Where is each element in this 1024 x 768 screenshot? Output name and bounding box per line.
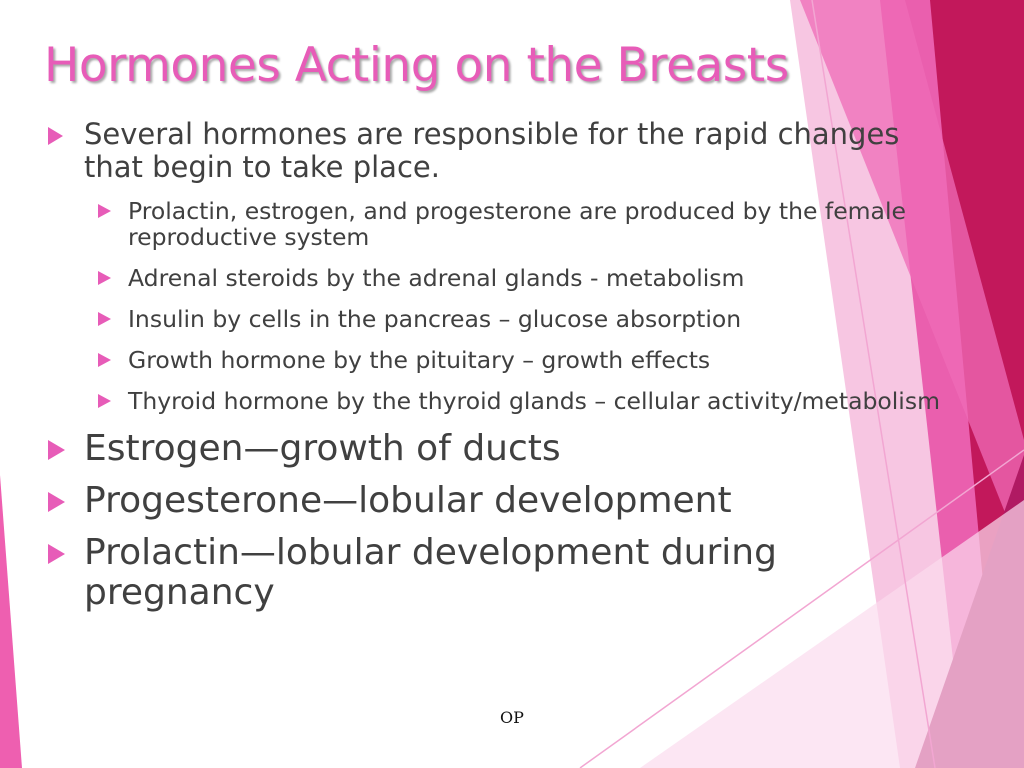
sub-bullet-text: Insulin by cells in the pancreas – glucose absorption — [128, 305, 742, 333]
bullet-item — [44, 481, 944, 521]
bullet-item — [44, 118, 944, 414]
triangle-right-icon — [98, 204, 111, 218]
triangle-right-icon — [48, 544, 65, 564]
bullet-text: Estrogen—growth of ducts — [84, 428, 561, 469]
triangle-right-icon — [98, 271, 111, 285]
triangle-right-icon — [48, 492, 65, 512]
sub-bullet-item — [84, 388, 944, 414]
sub-bullet-item — [84, 198, 944, 250]
triangle-right-icon — [98, 394, 111, 408]
sub-bullet-text: Adrenal steroids by the adrenal glands - metabolism — [128, 264, 745, 292]
bullet-list — [44, 118, 944, 625]
sub-bullet-item — [84, 306, 944, 332]
bullet-item — [44, 429, 944, 469]
bullet-item — [44, 533, 944, 613]
triangle-right-icon — [48, 127, 63, 145]
bullet-text: Prolactin—lobular development during pregnancy — [84, 532, 777, 613]
slide-footer: OP — [500, 708, 524, 727]
sub-bullet-text: Growth hormone by the pituitary – growth effects — [128, 346, 711, 374]
bullet-text: Progesterone—lobular development — [84, 480, 732, 521]
slide-title: Hormones Acting on the Breasts — [44, 38, 789, 93]
sub-bullet-item — [84, 347, 944, 373]
bullet-text: Several hormones are responsible for the rapid changes that begin to take place. — [84, 117, 900, 184]
triangle-right-icon — [98, 312, 111, 326]
sub-bullet-list — [84, 198, 944, 414]
triangle-right-icon — [48, 440, 65, 460]
sub-bullet-text: Prolactin, estrogen, and progesterone are produced by the female reproductive system — [128, 197, 906, 251]
sub-bullet-item — [84, 265, 944, 291]
triangle-right-icon — [98, 353, 111, 367]
sub-bullet-text: Thyroid hormone by the thyroid glands – cellular activity/metabolism — [128, 387, 940, 415]
